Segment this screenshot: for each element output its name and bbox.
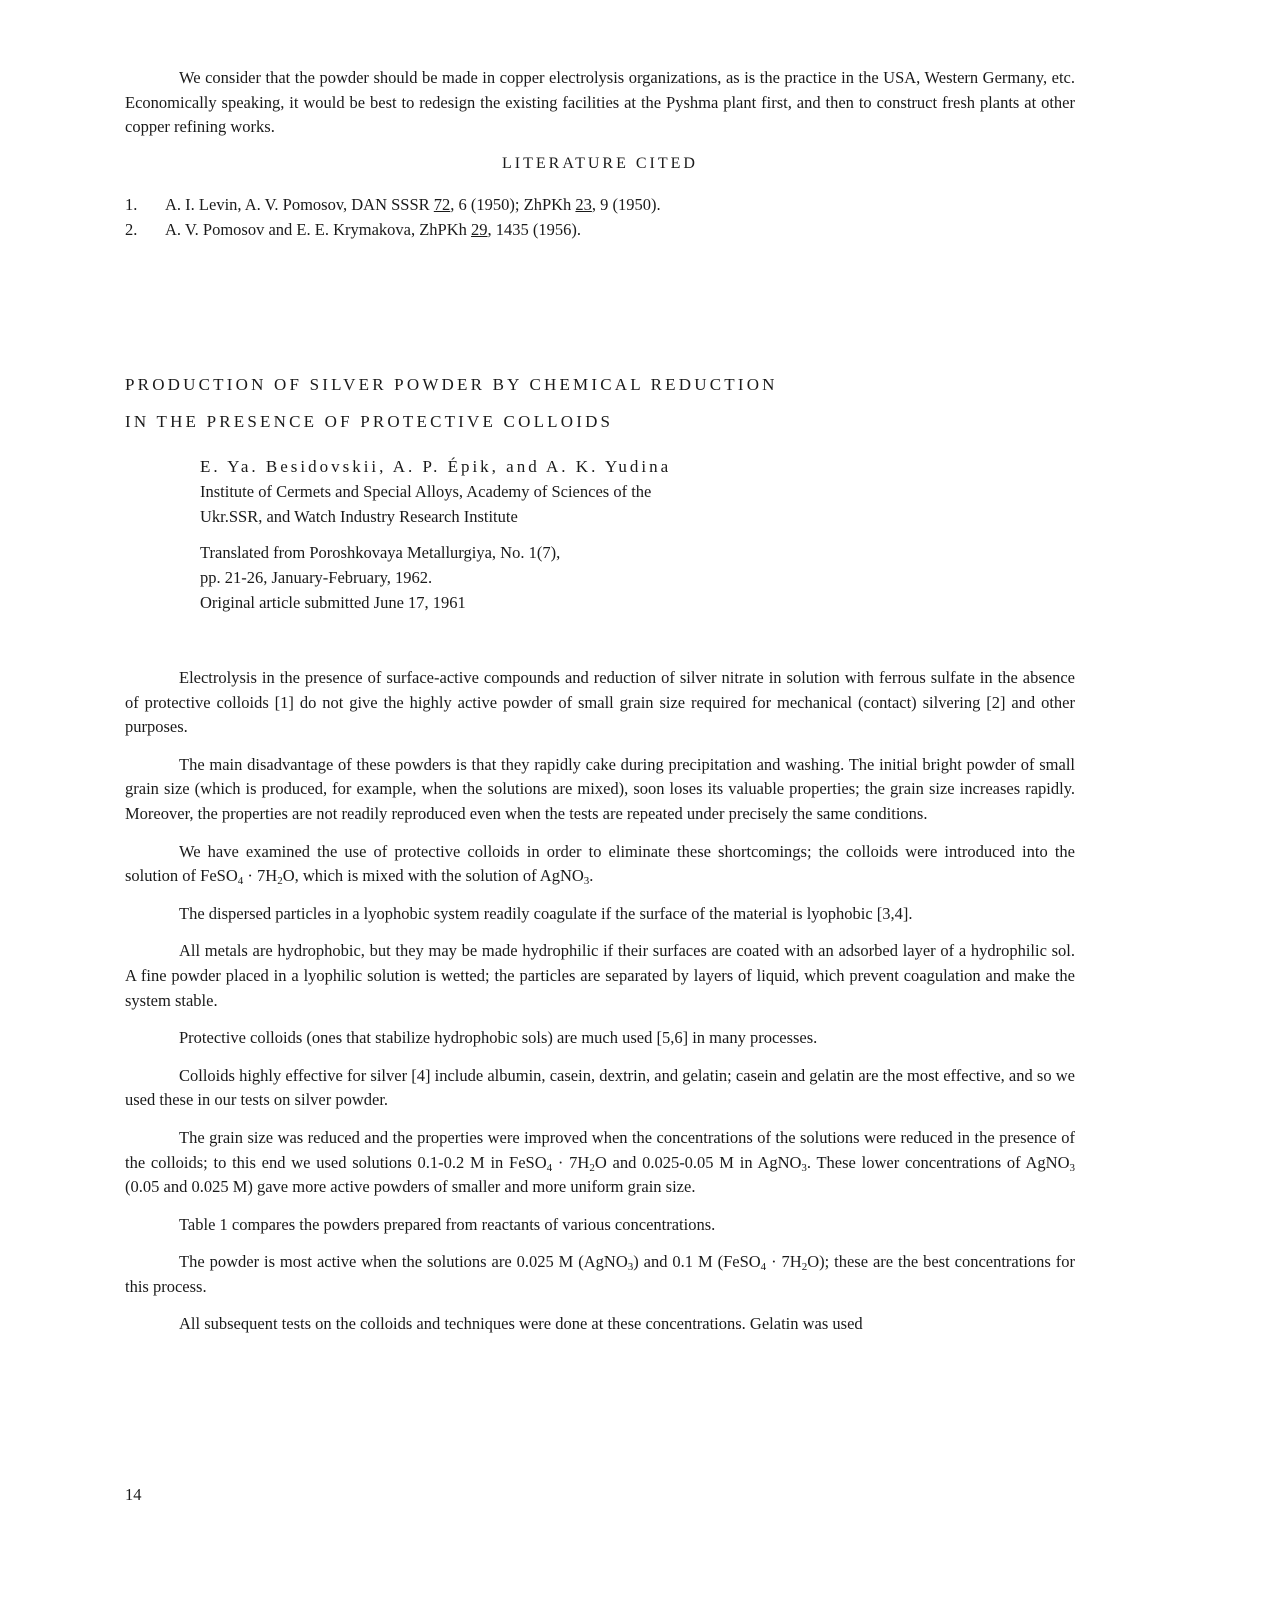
article-body	[125, 666, 1075, 1350]
article-title-line: PRODUCTION OF SILVER POWDER BY CHEMICAL REDUCTION	[125, 375, 778, 394]
body-paragraph: Colloids highly effective for silver [4] include albumin, casein, dextrin, and gelatin; casein and gelatin are the most effective, and so we used these in our tests on silver powder.	[125, 1065, 1075, 1110]
submitted-date: Original article submitted June 17, 1961	[200, 593, 466, 612]
intro-paragraph: We consider that the powder should be made in copper electrolysis organizations, as is the practice in the USA, Western Germany, etc. Economically speaking, it would be best to redesign the existing facilities at the Pyshma plant first, and then to construct fresh plants at other copper refining works.	[125, 68, 1075, 137]
affiliation-line: Ukr.SSR, and Watch Industry Research Institute	[200, 507, 518, 526]
reference-text: A. I. Levin, A. V. Pomosov, DAN SSSR 72, 6 (1950); ZhPKh 23, 9 (1950).	[165, 195, 661, 214]
translated-from: Translated from Poroshkovaya Metallurgiya, No. 1(7),	[200, 543, 561, 562]
translation-note	[200, 540, 900, 615]
reference-list	[125, 192, 1075, 242]
body-paragraph: The powder is most active when the solutions are 0.025 M (AgNO$_3$) and 0.1 M (FeSO$_4$ · $7H_2O$); these are the best concentrations for this process.	[125, 1252, 1075, 1296]
body-paragraph: Protective colloids (ones that stabilize hydrophobic sols) are much used [5,6] in many processes.	[179, 1028, 818, 1048]
body-paragraph: The grain size was reduced and the properties were improved when the concentrations of the solutions were reduced in the presence of the colloids; to this end we used solutions 0.1-0.2 M in FeSO$_4$ · $7H_2O$ and 0.025-0.05 M in AgNO$_3$. These lower concentrations of AgNO$_3$ (0.05 and 0.025 M) gave more active powders of smaller and more uniform grain size.	[125, 1127, 1075, 1197]
affiliation-line: Institute of Cermets and Special Alloys, Academy of Sciences of the	[200, 482, 652, 501]
body-paragraph: Table 1 compares the powders prepared from reactants of various concentrations.	[179, 1214, 716, 1234]
body-paragraph: Electrolysis in the presence of surface-active compounds and reduction of silver nitrate in solution with ferrous sulfate in the absence of protective colloids [1] do not give the highly active powder of small grain size required for mechanical (contact) silvering [2] and other purposes.	[125, 668, 1075, 737]
article-title	[125, 366, 1025, 440]
reference-item	[125, 217, 1075, 242]
body-paragraph: The dispersed particles in a lyophobic system readily coagulate if the surface of the material is lyophobic [3,4].	[179, 903, 913, 923]
literature-cited-heading: LITERATURE CITED	[502, 155, 698, 172]
body-paragraph: We have examined the use of protective colloids in order to eliminate these shortcomings; the colloids were introduced into the solution of FeSO$_4$ · $7H_2O$, which is mixed with the solution of AgNO$_3$.	[125, 841, 1075, 888]
body-paragraph: All metals are hydrophobic, but they may be made hydrophilic if their surfaces are coated with an adsorbed layer of a hydrophilic sol. A fine powder placed in a lyophilic solution is wetted; the particles are separated by layers of liquid, which prevent coagulation and make the system stable.	[125, 941, 1075, 1010]
translated-pages: pp. 21-26, January-February, 1962.	[200, 568, 433, 587]
page-number: 14	[125, 1485, 142, 1504]
reference-number: 1.	[125, 195, 138, 214]
body-paragraph: All subsequent tests on the colloids and techniques were done at these concentrations. Gelatin was used	[179, 1314, 863, 1334]
author-names: E. Ya. Besidovskii, A. P. Épik, and A. K. Yudina	[200, 457, 672, 476]
body-paragraph: The main disadvantage of these powders is that they rapidly cake during precipitation and washing. The initial bright powder of small grain size (which is produced, for example, when the solutions are mixed), soon loses its valuable properties; the grain size increases rapidly. Moreover, the properties are not readily reproduced even when the tests are repeated under precisely the same conditions.	[125, 754, 1075, 823]
reference-item	[125, 192, 1075, 217]
reference-text: A. V. Pomosov and E. E. Krymakova, ZhPKh 29, 1435 (1956).	[165, 220, 582, 239]
reference-number: 2.	[125, 220, 138, 239]
article-title-line: IN THE PRESENCE OF PROTECTIVE COLLOIDS	[125, 412, 614, 431]
author-block	[200, 454, 900, 529]
